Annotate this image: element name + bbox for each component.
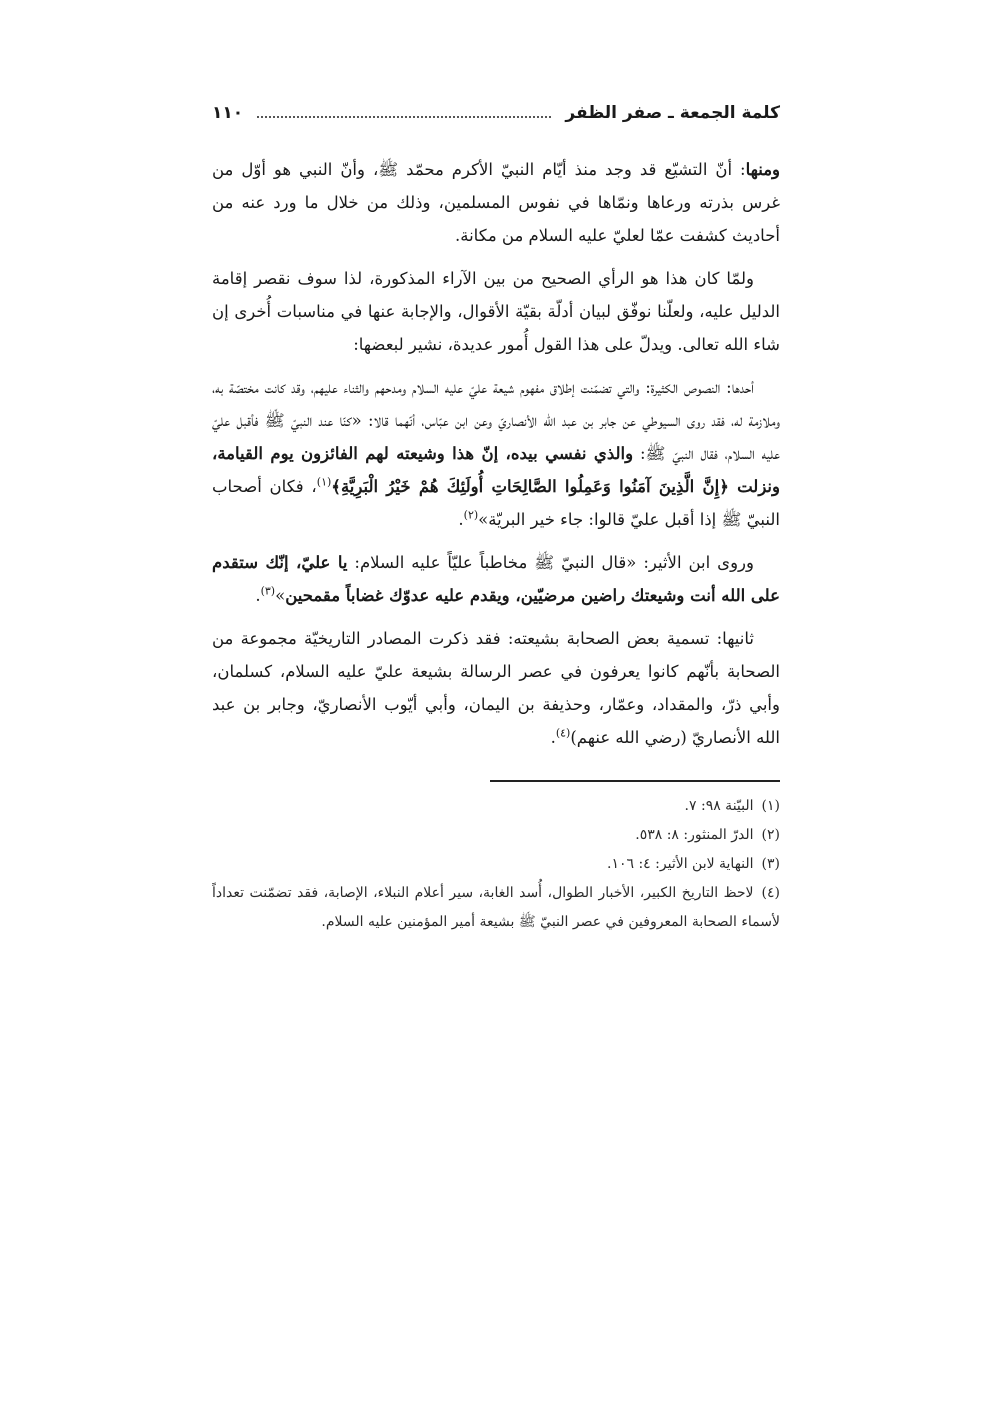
body-text xyxy=(212,153,780,754)
footnote-ref-1[interactable]: (١) xyxy=(316,475,332,489)
footnote-1: (١)البيّنة ٩٨: ٧. xyxy=(684,798,780,814)
paragraph-1 xyxy=(212,153,780,252)
footnote-ref-3[interactable]: (٣) xyxy=(260,584,276,598)
page xyxy=(212,95,780,937)
footnote-separator xyxy=(490,780,780,782)
running-header xyxy=(212,95,780,131)
paragraph-5: ثانيها: تسمية بعض الصحابة بشيعته: فقد ذكرت المصادر التاريخيّة مجموعة من الصحابة بأنّهم كانوا يعرفون في عصر الرسالة بشيعة عليّ عليه السلام، كسلمان، وأبي ذرّ، والمقداد، وعمّار، وحذيفة بن اليمان، وأبي أيّوب الأنصاريّ، وجابر بن عبد الله الأنصاريّ (رضي الله عنهم)$^{(٤)}$. xyxy=(212,629,780,747)
hadith-quote: والذي نفسي بيده، إنّ هذا وشيعته لهم الفائزون يوم القيامة، ونزلت ﴿إِنَّ الَّذِينَ آمَنُوا وَعَمِلُوا الصَّالِحَاتِ أُولَئِكَ هُمْ خَيْرُ الْبَرِيَّةِ﴾ xyxy=(212,444,780,496)
header-title: كلمة الجمعة ـ صفر الظفر xyxy=(565,103,780,123)
footnote-4: (٤)لاحظ التاريخ الكبير، الأخبار الطوال، أُسد الغابة، سير أعلام النبلاء، الإصابة، فقد تضمّنت تعداداً لأسماء الصحابة المعروفين في عصر النبيّ ﷺ بشيعة أمير المؤمنين عليه السلام. xyxy=(212,885,780,930)
paragraph-1-text: : أنّ التشيّع قد وجد منذ أيّام النبيّ الأكرم محمّد ﷺ، وأنّ النبي هو أوّل من غرس بذرته ورعاها ونمّاها في نفوس المسلمين، وذلك من خلال ما ورد عنه من أحاديث كشفت عمّا لعليّ عليه السلام من مكانة. xyxy=(212,160,780,245)
footnote-3: (٣)النهاية لابن الأثير: ٤: ١٠٦. xyxy=(606,856,780,872)
paragraph-3: أحدها: النصوص الكثيرة: والتي تضمّنت إطلاق مفهوم شيعة عليّ عليه السلام ومدحهم والثناء عليهم، وقد كانت مختصّة به، وملازمة له، فقد روى السيوطي عن جابر بن عبد الله الأنصاريّ وعن ابن عبّاس، أنّهما قالا: «كنّا عند النبيّ ﷺ فأقبل عليّ عليه السلام، فقال النبيّ ﷺ: والذي نفسي بيده، إنّ هذا وشيعته لهم الفائزون يوم القيامة، ونزلت ﴿إِنَّ الَّذِينَ آمَنُوا وَعَمِلُوا الصَّالِحَاتِ أُولَئِكَ هُمْ خَيْرُ الْبَرِيَّةِ﴾$^{(١)}$، فكان أصحاب النبيّ ﷺ إذا أقبل عليّ قالوا: جاء خير البريّة»$^{(٢)}$. xyxy=(212,378,780,529)
header-leader-dots xyxy=(257,116,551,118)
footnotes xyxy=(212,792,780,937)
hadith-quote: يا عليّ، إنّك ستقدم على الله أنت وشيعتك راضين مرضيّين، ويقدم عليه عدوّك غضاباً مقمحين xyxy=(212,553,780,605)
page-number: ١١٠ xyxy=(212,103,244,123)
footnote-ref-2[interactable]: (٢) xyxy=(463,508,479,522)
lead-word: ومنها xyxy=(745,160,780,179)
footnote-2: (٢)الدرّ المنثور: ٨: ٥٣٨. xyxy=(635,827,780,843)
paragraph-4: وروى ابن الأثير: «قال النبيّ ﷺ مخاطباً عليّاً عليه السلام: يا عليّ، إنّك ستقدم على الله أنت وشيعتك راضين مرضيّين، ويقدم عليه عدوّك غضاباً مقمحين»$^{(٣)}$. xyxy=(212,553,780,605)
paragraph-2: ولمّا كان هذا هو الرأي الصحيح من بين الآراء المذكورة، لذا سوف نقصر إقامة الدليل عليه، ولعلّنا نوفّق لبيان أدلّة بقيّة الأقوال، والإجابة عنها في مناسبات أُخرى إن شاء الله تعالى. ويدلّ على هذا القول أُمور عديدة، نشير لبعضها: xyxy=(212,269,780,354)
footnote-ref-4[interactable]: (٤) xyxy=(555,726,571,740)
